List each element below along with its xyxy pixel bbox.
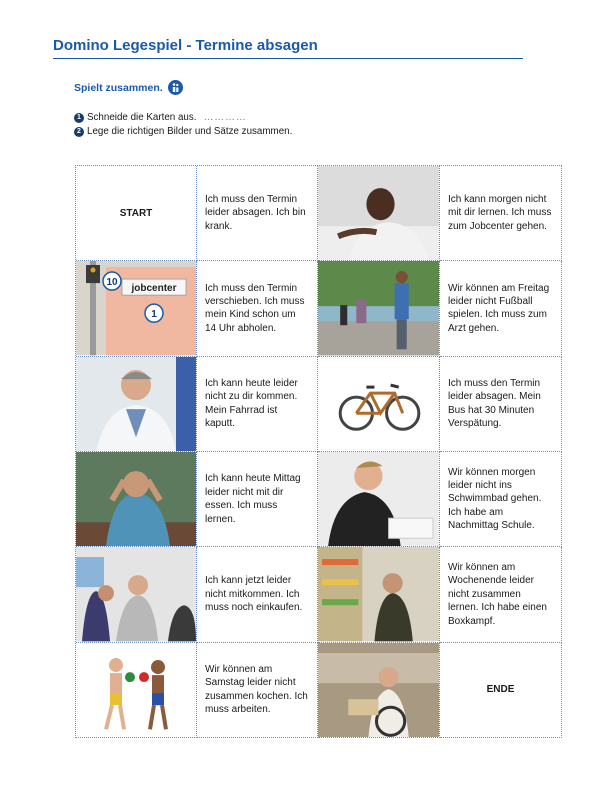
card-image-classroom[interactable] <box>76 547 197 642</box>
supermarket-image <box>318 547 439 641</box>
pair-work-icon <box>168 80 183 95</box>
card-text-11[interactable]: Wir können am Samstag leider nicht zusammen kochen. Ich muss arbeiten. <box>197 643 318 738</box>
sign-number-10: 10 <box>106 277 118 289</box>
card-image-man-phone[interactable] <box>318 452 440 547</box>
door-number-1: 1 <box>151 309 157 321</box>
card-start[interactable]: START <box>76 166 197 261</box>
stressed-student-image <box>76 452 196 546</box>
step-text: Lege die richtigen Bilder und Sätze zusammen. <box>87 126 293 137</box>
instruction-header <box>74 80 183 95</box>
card-image-bicycle[interactable] <box>318 357 440 452</box>
card-end[interactable]: ENDE <box>440 643 562 738</box>
scissors-hint: ………… <box>203 112 247 123</box>
park-walk-image <box>318 261 439 355</box>
step-text: Schneide die Karten aus. <box>87 112 197 123</box>
sick-man-image <box>318 166 439 260</box>
card-text-2[interactable]: Ich kann morgen nicht mit dir lernen. Ich muss zum Jobcenter gehen. <box>440 166 562 261</box>
card-image-wheelchair-carpenter[interactable] <box>318 643 440 738</box>
step-number: 1 <box>74 113 84 123</box>
classroom-image <box>76 547 196 641</box>
card-text-6[interactable]: Ich muss den Termin leider absagen. Mein Bus hat 30 Minuten Verspätung. <box>440 357 562 452</box>
card-text-10[interactable]: Wir können am Wochenende leider nicht zusammen lernen. Ich habe einen Boxkampf. <box>440 547 562 642</box>
card-text-5[interactable]: Ich kann heute leider nicht zu dir kommen. Mein Fahrrad ist kaputt. <box>197 357 318 452</box>
man-on-phone-image <box>318 452 439 546</box>
instruction-steps <box>74 111 292 139</box>
card-image-boxers[interactable] <box>76 643 197 738</box>
card-text-4[interactable]: Wir können am Freitag leider nicht Fußball spielen. Ich muss zum Arzt gehen. <box>440 261 562 356</box>
subtitle-text: Spielt zusammen. <box>74 81 163 94</box>
jobcenter-sign-label: jobcenter <box>131 283 177 295</box>
bicycle-image <box>318 357 439 451</box>
card-image-sick-man[interactable] <box>318 166 440 261</box>
card-image-supermarket[interactable] <box>318 547 440 642</box>
card-image-park-walk[interactable] <box>318 261 440 356</box>
step-number: 2 <box>74 127 84 137</box>
step-1 <box>74 111 292 125</box>
card-image-doctor[interactable] <box>76 357 197 452</box>
boxers-image <box>76 643 196 737</box>
card-image-stressed-student[interactable] <box>76 452 197 547</box>
card-text-7[interactable]: Ich kann heute Mittag leider nicht mit dir essen. Ich muss lernen. <box>197 452 318 547</box>
card-text-3[interactable]: Ich muss den Termin verschieben. Ich muss mein Kind schon um 14 Uhr abholen. <box>197 261 318 356</box>
card-text-8[interactable]: Wir können morgen leider nicht ins Schwimmbad gehen. Ich habe am Nachmittag Schule. <box>440 452 562 547</box>
wheelchair-carpenter-image <box>318 643 439 737</box>
step-2 <box>74 125 292 139</box>
card-text-9[interactable]: Ich kann jetzt leider nicht mitkommen. Ich muss noch einkaufen. <box>197 547 318 642</box>
jobcenter-door-image <box>76 261 196 355</box>
doctor-image <box>76 357 196 451</box>
domino-grid <box>75 165 562 738</box>
card-text-1[interactable]: Ich muss den Termin leider absagen. Ich bin krank. <box>197 166 318 261</box>
card-image-jobcenter[interactable] <box>76 261 197 356</box>
page-title: Domino Legespiel - Termine absagen <box>53 37 523 59</box>
